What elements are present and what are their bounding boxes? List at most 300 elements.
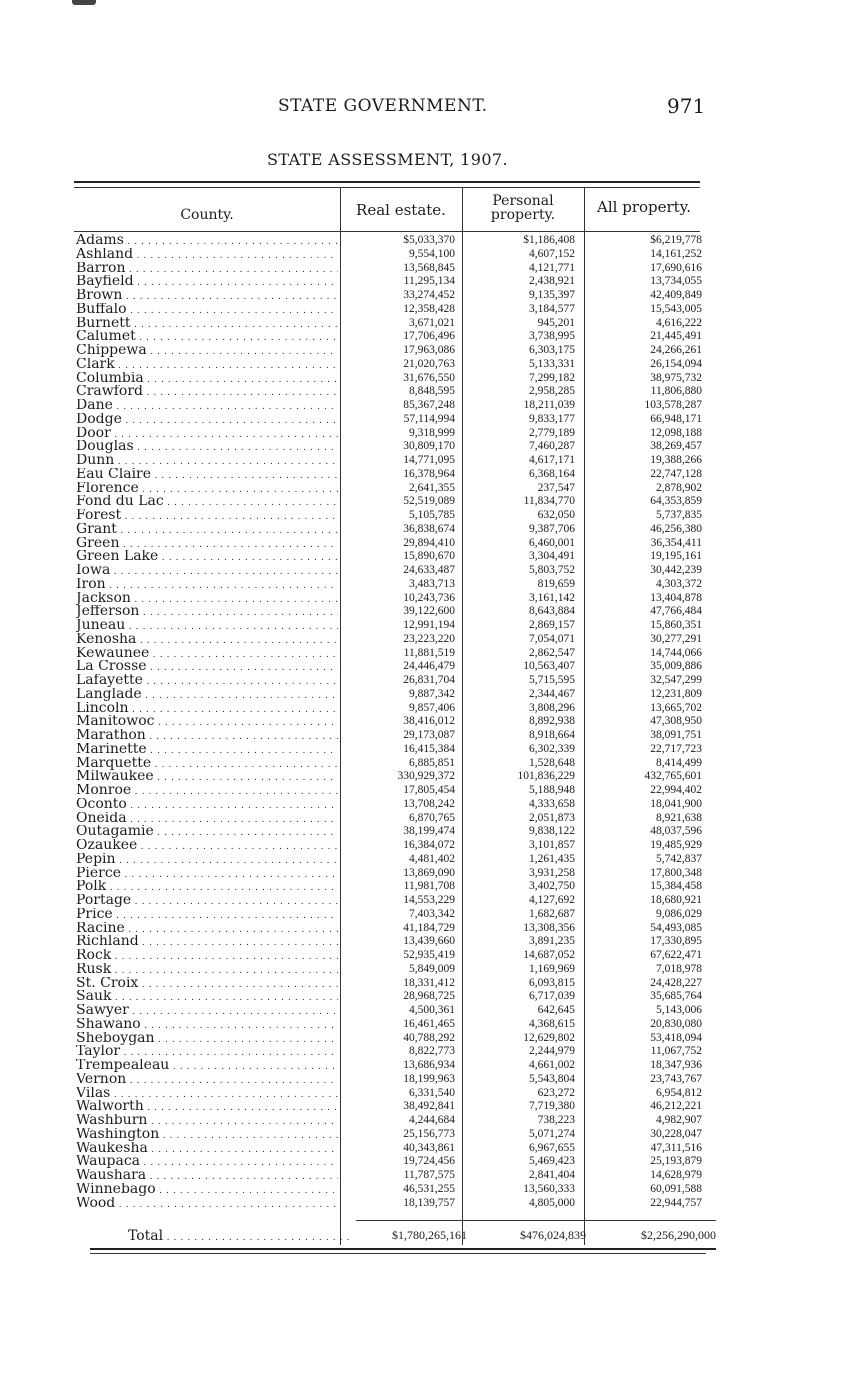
real-estate-cell: 7,403,342	[409, 907, 455, 920]
personal-property-cell: 9,833,177	[529, 412, 575, 425]
table-row	[0, 1018, 859, 1032]
personal-property-cell: 3,891,235	[529, 935, 575, 948]
real-estate-cell: $5,033,370	[403, 234, 455, 246]
all-property-cell: 13,404,878	[650, 591, 702, 604]
table-row	[0, 1169, 859, 1183]
personal-property-cell: $1,186,408	[523, 234, 575, 246]
personal-property-cell: 3,738,995	[529, 330, 575, 343]
real-estate-cell: 18,331,412	[403, 976, 455, 989]
county-cell: Dane . . .	[76, 399, 338, 415]
table-row	[0, 440, 859, 454]
table-row	[0, 454, 859, 468]
personal-property-cell: 7,054,071	[529, 632, 575, 645]
column-header-county: County.	[180, 207, 234, 223]
personal-property-cell: 4,368,615	[529, 1017, 575, 1030]
real-estate-cell: 16,461,465	[403, 1017, 455, 1030]
table-row	[0, 867, 859, 881]
real-estate-cell: 330,929,372	[397, 770, 455, 783]
county-cell: Crawford . . .	[76, 385, 338, 401]
personal-property-cell: 7,460,287	[529, 440, 575, 453]
county-cell: Dunn . . .	[76, 454, 338, 470]
table-row	[0, 894, 859, 908]
county-cell: Dodge . . .	[76, 413, 338, 429]
real-estate-cell: 5,105,785	[409, 509, 455, 521]
real-estate-cell: 12,358,428	[403, 302, 455, 315]
real-estate-cell: 4,244,684	[409, 1114, 455, 1126]
real-estate-cell: 13,568,845	[403, 261, 455, 274]
county-cell: Winnebago . . .	[76, 1183, 338, 1199]
real-estate-cell: 28,968,725	[403, 990, 455, 1003]
county-cell: Waukesha . . .	[76, 1142, 338, 1158]
table-row	[0, 922, 859, 936]
county-cell: Shawano . . .	[76, 1018, 338, 1034]
total-top-rule	[356, 1220, 716, 1221]
county-cell: Columbia . . .	[76, 372, 338, 388]
real-estate-cell: 21,020,763	[403, 357, 455, 370]
personal-property-cell: 5,543,804	[529, 1072, 575, 1085]
personal-property-cell: 14,687,052	[523, 949, 575, 961]
all-property-cell: 18,347,936	[650, 1059, 702, 1071]
table-row	[0, 605, 859, 619]
personal-property-cell: 5,133,331	[529, 357, 575, 370]
table-row	[0, 880, 859, 894]
all-property-cell: 35,009,886	[650, 660, 702, 673]
personal-property-cell: 6,967,655	[529, 1141, 575, 1154]
real-estate-cell: 39,122,600	[403, 605, 455, 618]
table-top-rule	[74, 181, 700, 183]
county-cell: Sawyer . . .	[76, 1004, 338, 1020]
all-property-cell: 18,041,900	[650, 797, 702, 810]
all-property-cell: 36,354,411	[650, 536, 702, 549]
table-row	[0, 702, 859, 716]
running-title: STATE GOVERNMENT.	[278, 96, 488, 116]
table-row	[0, 275, 859, 289]
table-row	[0, 825, 859, 839]
table-row	[0, 1004, 859, 1018]
all-property-cell: 21,445,491	[650, 330, 702, 343]
county-cell: Jefferson . . .	[76, 605, 338, 621]
all-property-cell: 12,231,809	[650, 687, 702, 700]
table-bottom-rule-thin	[90, 1253, 706, 1254]
real-estate-cell: 18,139,757	[403, 1196, 455, 1209]
county-cell: Richland . . .	[76, 935, 338, 951]
county-cell: Waushara . . .	[76, 1169, 338, 1185]
all-property-cell: 25,193,879	[650, 1155, 702, 1168]
table-row	[0, 715, 859, 729]
real-estate-cell: 57,114,994	[403, 412, 455, 425]
personal-property-cell: 3,808,296	[529, 701, 575, 714]
table-row	[0, 1032, 859, 1046]
personal-property-cell: 3,161,142	[529, 591, 575, 604]
personal-property-cell: 4,661,002	[529, 1059, 575, 1071]
all-property-cell: 42,409,849	[650, 289, 702, 301]
personal-property-cell: 632,050	[537, 509, 575, 521]
all-property-cell: 46,256,380	[650, 522, 702, 535]
personal-property-cell: 7,719,380	[529, 1100, 575, 1113]
personal-property-cell: 6,717,039	[529, 990, 575, 1003]
real-estate-cell: 14,553,229	[403, 894, 455, 906]
personal-property-cell: 642,645	[537, 1004, 575, 1016]
real-estate-cell: 17,706,496	[403, 330, 455, 343]
all-property-cell: $6,219,778	[650, 234, 702, 246]
personal-property-cell: 3,402,750	[529, 880, 575, 893]
all-property-cell: 15,543,005	[650, 302, 702, 315]
real-estate-cell: 11,787,575	[403, 1169, 455, 1181]
real-estate-cell: 11,981,708	[403, 880, 455, 893]
all-property-cell: 14,628,979	[650, 1169, 702, 1181]
all-property-cell: 19,388,266	[650, 454, 702, 466]
personal-property-cell: 3,101,857	[529, 839, 575, 851]
table-row	[0, 1073, 859, 1087]
all-property-cell: 47,308,950	[650, 715, 702, 728]
all-property-cell: 47,311,516	[650, 1141, 702, 1154]
county-cell: Waupaca . . .	[76, 1155, 338, 1171]
real-estate-cell: 30,809,170	[403, 440, 455, 453]
all-property-cell: 66,948,171	[650, 412, 702, 425]
all-property-cell: 24,428,227	[650, 976, 702, 989]
all-property-cell: 19,485,929	[650, 839, 702, 851]
real-estate-cell: 16,378,964	[403, 467, 455, 480]
table-row	[0, 537, 859, 551]
table-top-rule-thin	[74, 187, 700, 188]
table-row	[0, 372, 859, 386]
table-row	[0, 1087, 859, 1101]
table-row	[0, 935, 859, 949]
county-cell: St. Croix . . .	[76, 977, 338, 993]
all-property-cell: 19,195,161	[650, 550, 702, 563]
table-row	[0, 427, 859, 441]
personal-property-cell: 945,201	[537, 316, 575, 329]
county-cell: Vilas . . .	[76, 1087, 338, 1103]
personal-property-cell: 6,302,339	[529, 742, 575, 755]
all-property-cell: 53,418,094	[650, 1031, 702, 1044]
table-row	[0, 908, 859, 922]
all-property-cell: 17,690,616	[650, 261, 702, 274]
all-property-cell: 30,228,047	[650, 1127, 702, 1140]
all-property-cell: 4,616,222	[656, 316, 702, 329]
real-estate-cell: 29,894,410	[403, 536, 455, 549]
real-estate-cell: 36,838,674	[403, 522, 455, 535]
table-header-rule	[74, 231, 700, 232]
table-row	[0, 344, 859, 358]
all-property-cell: 26,154,094	[650, 357, 702, 370]
county-cell: Outagamie . . .	[76, 825, 338, 841]
all-property-cell: 5,737,835	[656, 509, 702, 521]
personal-property-cell: 2,051,873	[529, 811, 575, 824]
personal-property-cell: 6,303,175	[529, 344, 575, 356]
all-property-cell: 22,747,128	[650, 467, 702, 480]
table-title	[0, 150, 775, 169]
real-estate-cell: 38,416,012	[403, 715, 455, 728]
personal-property-cell: 4,607,152	[529, 247, 575, 260]
county-cell: Kenosha . . .	[76, 633, 338, 649]
all-property-cell: 11,067,752	[650, 1045, 702, 1058]
county-cell: Calumet . . .	[76, 330, 338, 346]
total-real-estate: $1,780,265,161	[392, 1228, 467, 1242]
all-property-cell: 38,975,732	[650, 371, 702, 384]
table-row	[0, 812, 859, 826]
table-row	[0, 248, 859, 262]
county-cell: Marinette . . .	[76, 743, 338, 759]
personal-property-cell: 237,547	[537, 481, 575, 494]
table-row	[0, 399, 859, 413]
all-property-cell: 18,680,921	[650, 894, 702, 906]
personal-property-cell: 4,805,000	[529, 1196, 575, 1209]
all-property-cell: 4,303,372	[656, 577, 702, 590]
table-row	[0, 289, 859, 303]
all-property-cell: 2,878,902	[656, 481, 702, 494]
personal-property-cell: 13,308,356	[523, 921, 575, 934]
county-cell: Florence . . .	[76, 482, 338, 498]
table-row	[0, 839, 859, 853]
all-property-cell: 17,800,348	[650, 866, 702, 879]
table-body	[0, 234, 859, 1210]
county-cell: Kewaunee . . .	[76, 647, 338, 663]
table-row	[0, 1155, 859, 1169]
personal-property-cell: 6,368,164	[529, 467, 575, 480]
real-estate-cell: 13,708,242	[403, 797, 455, 810]
table-row	[0, 1100, 859, 1114]
real-estate-cell: 11,295,134	[403, 275, 455, 288]
personal-property-cell: 6,460,001	[529, 536, 575, 549]
county-cell: Adams . . .	[76, 234, 338, 250]
all-property-cell: 48,037,596	[650, 825, 702, 838]
county-cell: Chippewa . . .	[76, 344, 338, 360]
real-estate-cell: 25,156,773	[403, 1127, 455, 1140]
real-estate-cell: 3,671,021	[409, 316, 455, 329]
real-estate-cell: 3,483,713	[409, 577, 455, 590]
county-cell: Iowa . . .	[76, 564, 338, 580]
all-property-cell: 23,743,767	[650, 1072, 702, 1085]
real-estate-cell: 14,771,095	[403, 454, 455, 466]
real-estate-cell: 9,318,999	[409, 426, 455, 439]
personal-property-cell: 10,563,407	[523, 660, 575, 673]
all-property-cell: 13,734,055	[650, 275, 702, 288]
county-cell: Price . . .	[76, 908, 338, 924]
county-cell: Polk . . .	[76, 880, 338, 896]
real-estate-cell: 8,822,773	[409, 1045, 455, 1058]
real-estate-cell: 2,641,355	[409, 481, 455, 494]
all-property-cell: 46,212,221	[650, 1100, 702, 1113]
county-cell: Forest . . .	[76, 509, 338, 525]
county-cell: Rock . . .	[76, 949, 338, 965]
county-cell: Manitowoc . . .	[76, 715, 338, 731]
all-property-cell: 47,766,484	[650, 605, 702, 618]
personal-property-cell: 5,803,752	[529, 564, 575, 576]
table-row	[0, 495, 859, 509]
all-property-cell: 15,860,351	[650, 619, 702, 631]
county-cell: Oneida . . .	[76, 812, 338, 828]
table-row	[0, 358, 859, 372]
county-cell: Grant . . .	[76, 523, 338, 539]
column-header-all-property: All property.	[597, 198, 691, 216]
table-row	[0, 330, 859, 344]
real-estate-cell: 38,492,841	[403, 1100, 455, 1113]
personal-property-cell: 1,169,969	[529, 962, 575, 975]
table-bottom-rule	[90, 1248, 716, 1250]
county-cell: Marquette . . .	[76, 757, 338, 773]
real-estate-cell: 26,831,704	[403, 674, 455, 686]
table-row	[0, 1059, 859, 1073]
personal-property-cell: 9,135,397	[529, 289, 575, 301]
all-property-cell: 5,742,837	[656, 852, 702, 865]
table-row	[0, 578, 859, 592]
county-cell: Douglas . . .	[76, 440, 338, 456]
all-property-cell: 22,717,723	[650, 742, 702, 755]
county-cell: Portage . . .	[76, 894, 338, 910]
personal-property-cell: 4,127,692	[529, 894, 575, 906]
all-property-cell: 67,622,471	[650, 949, 702, 961]
all-property-cell: 30,442,239	[650, 564, 702, 576]
personal-property-cell: 738,223	[537, 1114, 575, 1126]
table-row	[0, 1197, 859, 1211]
personal-property-cell: 5,715,595	[529, 674, 575, 686]
county-cell: Juneau . . .	[76, 619, 338, 635]
county-cell: Ashland . . .	[76, 248, 338, 264]
all-property-cell: 5,143,006	[656, 1004, 702, 1016]
real-estate-cell: 5,849,009	[409, 962, 455, 975]
real-estate-cell: 10,243,736	[403, 591, 455, 604]
table-row	[0, 633, 859, 647]
personal-property-cell: 7,299,182	[529, 371, 575, 384]
real-estate-cell: 40,788,292	[403, 1031, 455, 1044]
personal-property-cell: 5,071,274	[529, 1127, 575, 1140]
personal-property-cell: 3,184,577	[529, 302, 575, 315]
personal-property-cell: 2,779,189	[529, 426, 575, 439]
real-estate-cell: 8,848,595	[409, 385, 455, 398]
table-row	[0, 234, 859, 248]
all-property-cell: 38,269,457	[650, 440, 702, 453]
county-cell: Barron . . .	[76, 262, 338, 278]
county-cell: Rusk . . .	[76, 963, 338, 979]
all-property-cell: 11,806,880	[650, 385, 702, 398]
personal-property-cell: 9,387,706	[529, 522, 575, 535]
personal-property-cell: 2,344,467	[529, 687, 575, 700]
all-property-cell: 103,578,287	[644, 399, 702, 411]
personal-property-cell: 623,272	[537, 1086, 575, 1099]
personal-property-cell: 12,629,802	[523, 1031, 575, 1044]
real-estate-cell: 17,963,086	[403, 344, 455, 356]
real-estate-cell: 40,343,861	[403, 1141, 455, 1154]
county-cell: Ozaukee . . .	[76, 839, 338, 855]
all-property-cell: 4,982,907	[656, 1114, 702, 1126]
table-row	[0, 990, 859, 1004]
real-estate-cell: 11,881,519	[403, 646, 455, 659]
personal-property-cell: 1,261,435	[529, 852, 575, 865]
county-cell: Vernon . . .	[76, 1073, 338, 1089]
personal-property-cell: 13,560,333	[523, 1182, 575, 1195]
personal-property-cell: 4,333,658	[529, 797, 575, 810]
all-property-cell: 64,353,859	[650, 495, 702, 508]
personal-property-cell: 2,244,979	[529, 1045, 575, 1058]
all-property-cell: 30,277,291	[650, 632, 702, 645]
real-estate-cell: 9,887,342	[409, 687, 455, 700]
personal-property-cell: 8,918,664	[529, 729, 575, 741]
real-estate-cell: 19,724,456	[403, 1155, 455, 1168]
county-cell: Sheboygan . . .	[76, 1032, 338, 1048]
personal-property-cell: 2,958,285	[529, 385, 575, 398]
personal-property-cell: 8,643,884	[529, 605, 575, 618]
table-row	[0, 413, 859, 427]
real-estate-cell: 4,481,402	[409, 852, 455, 865]
page-number: 971	[667, 94, 706, 118]
real-estate-cell: 24,446,479	[403, 660, 455, 673]
table-row	[0, 482, 859, 496]
real-estate-cell: 13,869,090	[403, 866, 455, 879]
personal-property-cell: 2,869,157	[529, 619, 575, 631]
county-cell: Wood . . .	[76, 1197, 338, 1213]
all-property-cell: 22,944,757	[650, 1196, 702, 1209]
table-row	[0, 770, 859, 784]
table-row	[0, 523, 859, 537]
real-estate-cell: 13,686,934	[403, 1059, 455, 1071]
county-cell: Oconto . . .	[76, 798, 338, 814]
real-estate-cell: 41,184,729	[403, 921, 455, 934]
personal-property-cell: 8,892,938	[529, 715, 575, 728]
county-cell: Lafayette . . .	[76, 674, 338, 690]
real-estate-cell: 52,935,419	[403, 949, 455, 961]
table-row	[0, 619, 859, 633]
table-row	[0, 977, 859, 991]
real-estate-cell: 9,857,406	[409, 701, 455, 714]
county-cell: Taylor . . .	[76, 1045, 338, 1061]
all-property-cell: 54,493,085	[650, 921, 702, 934]
county-cell: Green . . .	[76, 537, 338, 553]
running-head	[0, 96, 859, 120]
county-cell: Marathon . . .	[76, 729, 338, 745]
all-property-cell: 7,018,978	[656, 962, 702, 975]
county-cell: Bayfield . . .	[76, 275, 338, 291]
county-cell: Milwaukee . . .	[76, 770, 338, 786]
all-property-cell: 17,330,895	[650, 935, 702, 948]
table-row	[0, 798, 859, 812]
personal-property-cell: 3,304,491	[529, 550, 575, 563]
personal-property-cell: 11,834,770	[523, 495, 575, 508]
page-corner-mark	[72, 0, 96, 5]
county-cell: Washington . . .	[76, 1128, 338, 1144]
all-property-cell: 12,098,188	[650, 426, 702, 439]
all-property-cell: 32,547,299	[650, 674, 702, 686]
personal-property-cell: 4,121,771	[529, 261, 575, 274]
all-property-cell: 14,744,066	[650, 646, 702, 659]
personal-property-cell: 3,931,258	[529, 866, 575, 879]
county-cell: Clark . . .	[76, 358, 338, 374]
table-row	[0, 963, 859, 977]
real-estate-cell: 46,531,255	[403, 1182, 455, 1195]
real-estate-cell: 4,500,361	[409, 1004, 455, 1016]
table-row	[0, 853, 859, 867]
personal-property-cell: 819,659	[537, 577, 575, 590]
personal-property-cell: 1,682,687	[529, 907, 575, 920]
county-cell: Burnett . . .	[76, 317, 338, 333]
county-cell: Buffalo . . .	[76, 303, 338, 319]
all-property-cell: 15,384,458	[650, 880, 702, 893]
all-property-cell: 9,086,029	[656, 907, 702, 920]
column-header-personal-property: Personal property.	[490, 193, 556, 223]
personal-property-cell: 2,841,404	[529, 1169, 575, 1181]
all-property-cell: 13,665,702	[650, 701, 702, 714]
column-header-real-estate: Real estate.	[356, 201, 446, 219]
real-estate-cell: 9,554,100	[409, 247, 455, 260]
real-estate-cell: 31,676,550	[403, 371, 455, 384]
county-cell: Lincoln . . .	[76, 702, 338, 718]
table-row	[0, 262, 859, 276]
county-cell: Pierce . . .	[76, 867, 338, 883]
total-all-property: $2,256,290,000	[641, 1228, 716, 1242]
real-estate-cell: 16,415,384	[403, 742, 455, 755]
table-row	[0, 550, 859, 564]
personal-property-cell: 1,528,648	[529, 756, 575, 769]
